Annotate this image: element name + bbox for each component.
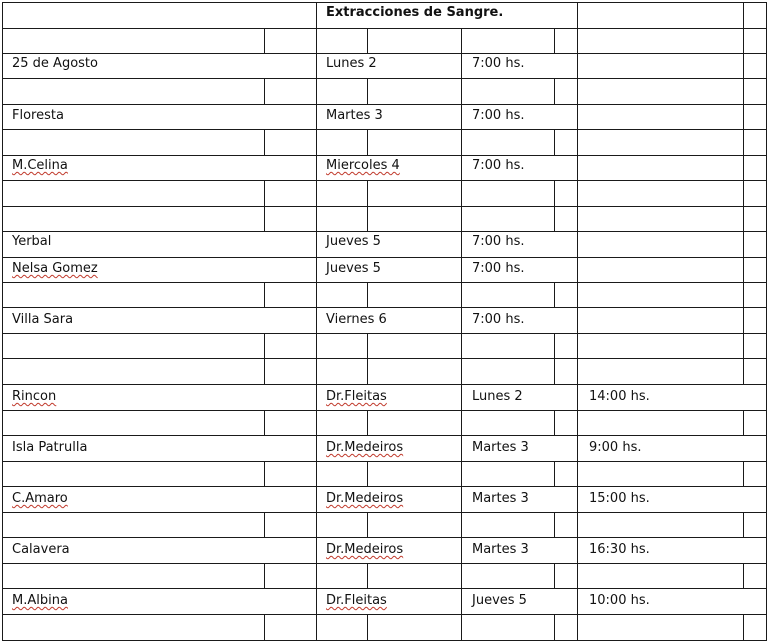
row-place: M.Albina (12, 593, 68, 608)
table-rule-vertical (577, 537, 578, 564)
table-rule-vertical (766, 307, 767, 334)
row-day: Martes 3 (326, 108, 383, 123)
table-rule-vertical (577, 435, 578, 462)
table-rule-vertical (554, 206, 555, 232)
table-rule-vertical (461, 461, 462, 487)
table-rule-vertical (367, 410, 368, 436)
row-time: 7:00 hs. (472, 261, 525, 276)
table-rule-vertical (554, 563, 555, 589)
table-rule-vertical (766, 435, 767, 462)
table-rule-vertical (461, 333, 462, 359)
table-rule-vertical (577, 384, 578, 411)
table-rule-vertical (743, 53, 744, 79)
table-rule-vertical (316, 358, 317, 385)
table-rule-vertical (743, 358, 744, 385)
table-rule-vertical (743, 614, 744, 641)
table-rule-vertical (264, 563, 265, 589)
row-day: Jueves 5 (326, 234, 381, 249)
table-rule-horizontal (2, 180, 767, 181)
table-rule-vertical (461, 231, 462, 258)
table-rule-vertical (461, 358, 462, 385)
table-rule-vertical (766, 28, 767, 54)
table-rule-vertical (461, 410, 462, 436)
row-place: Calavera (12, 542, 70, 557)
row-day: Martes 3 (472, 440, 529, 455)
table-rule-horizontal (2, 78, 767, 79)
table-rule-vertical (2, 53, 3, 79)
table-rule-vertical (766, 104, 767, 130)
table-rule-vertical (743, 257, 744, 283)
table-rule-vertical (264, 512, 265, 538)
table-rule-vertical (554, 614, 555, 641)
row-day: Lunes 2 (326, 56, 377, 71)
table-rule-horizontal (2, 282, 767, 283)
table-rule-vertical (367, 28, 368, 54)
table-rule-vertical (577, 333, 578, 359)
table-rule-vertical (577, 614, 578, 641)
table-rule-vertical (264, 614, 265, 641)
row-time: 14:00 hs. (589, 389, 650, 404)
table-rule-horizontal (2, 486, 767, 487)
table-rule-vertical (554, 358, 555, 385)
row-day: Jueves 5 (326, 261, 381, 276)
table-rule-vertical (554, 333, 555, 359)
table-rule-horizontal (2, 155, 767, 156)
table-rule-vertical (2, 435, 3, 462)
table-rule-vertical (743, 282, 744, 308)
table-rule-vertical (766, 588, 767, 615)
table-rule-vertical (316, 588, 317, 615)
table-rule-vertical (316, 180, 317, 207)
table-rule-vertical (577, 588, 578, 615)
row-doctor: Dr.Fleitas (326, 593, 387, 608)
table-rule-vertical (316, 614, 317, 641)
table-rule-vertical (577, 563, 578, 589)
table-rule-vertical (264, 282, 265, 308)
row-place: Villa Sara (12, 312, 74, 327)
table-rule-horizontal (2, 461, 767, 462)
table-rule-vertical (461, 28, 462, 54)
row-place: 25 de Agosto (12, 56, 98, 71)
table-rule-vertical (577, 358, 578, 385)
table-rule-vertical (316, 461, 317, 487)
table-rule-vertical (766, 206, 767, 232)
row-day: Viernes 6 (326, 312, 387, 327)
table-rule-vertical (316, 563, 317, 589)
table-rule-vertical (2, 78, 3, 105)
table-rule-vertical (461, 307, 462, 334)
table-rule-vertical (316, 537, 317, 564)
table-rule-vertical (316, 78, 317, 105)
table-rule-vertical (316, 282, 317, 308)
table-rule-vertical (316, 257, 317, 283)
table-rule-vertical (2, 104, 3, 130)
table-rule-vertical (554, 180, 555, 207)
table-rule-vertical (264, 333, 265, 359)
table-rule-vertical (461, 563, 462, 589)
table-rule-horizontal (2, 537, 767, 538)
table-rule-vertical (554, 282, 555, 308)
table-rule-vertical (766, 180, 767, 207)
table-rule-vertical (577, 461, 578, 487)
table-rule-vertical (264, 358, 265, 385)
row-place: Nelsa Gomez (12, 261, 98, 276)
table-rule-vertical (367, 78, 368, 105)
row-place: Rincon (12, 389, 57, 404)
table-rule-horizontal (2, 257, 767, 258)
table-rule-vertical (577, 231, 578, 258)
row-day: Miercoles 4 (326, 158, 400, 173)
table-rule-vertical (743, 563, 744, 589)
table-rule-vertical (2, 563, 3, 589)
table-rule-vertical (461, 537, 462, 564)
table-rule-horizontal (2, 588, 767, 589)
table-rule-vertical (2, 282, 3, 308)
table-rule-vertical (554, 129, 555, 156)
row-time: 7:00 hs. (472, 56, 525, 71)
table-rule-horizontal (2, 640, 767, 641)
table-rule-vertical (2, 461, 3, 487)
table-rule-vertical (367, 333, 368, 359)
row-doctor: Dr.Fleitas (326, 389, 387, 404)
table-rule-vertical (766, 358, 767, 385)
table-rule-vertical (554, 78, 555, 105)
table-rule-vertical (461, 384, 462, 411)
table-rule-vertical (577, 129, 578, 156)
table-rule-vertical (577, 512, 578, 538)
table-rule-vertical (461, 78, 462, 105)
table-rule-vertical (316, 384, 317, 411)
table-rule-vertical (743, 78, 744, 105)
table-rule-vertical (766, 155, 767, 181)
table-rule-vertical (367, 206, 368, 232)
table-rule-vertical (766, 537, 767, 564)
table-rule-vertical (316, 53, 317, 79)
table-rule-vertical (577, 2, 578, 29)
table-rule-vertical (766, 614, 767, 641)
table-rule-vertical (316, 231, 317, 258)
table-rule-vertical (743, 410, 744, 436)
table-rule-vertical (264, 206, 265, 232)
table-rule-vertical (367, 461, 368, 487)
table-rule-vertical (367, 563, 368, 589)
table-rule-vertical (743, 206, 744, 232)
table-rule-vertical (577, 486, 578, 513)
table-rule-horizontal (2, 358, 767, 359)
table-rule-vertical (577, 282, 578, 308)
table-rule-vertical (367, 614, 368, 641)
table-rule-vertical (461, 486, 462, 513)
table-rule-vertical (554, 28, 555, 54)
table-rule-vertical (766, 512, 767, 538)
table-rule-vertical (367, 358, 368, 385)
table-rule-vertical (461, 614, 462, 641)
table-rule-vertical (577, 78, 578, 105)
table-rule-vertical (316, 104, 317, 130)
table-rule-vertical (577, 104, 578, 130)
row-day: Martes 3 (472, 491, 529, 506)
table-rule-vertical (577, 28, 578, 54)
table-rule-vertical (554, 461, 555, 487)
table-rule-vertical (766, 53, 767, 79)
table-rule-vertical (577, 206, 578, 232)
table-rule-vertical (577, 180, 578, 207)
table-rule-vertical (554, 512, 555, 538)
table-rule-vertical (577, 53, 578, 79)
row-time: 7:00 hs. (472, 234, 525, 249)
table-rule-vertical (577, 410, 578, 436)
table-rule-horizontal (2, 28, 767, 29)
table-rule-vertical (743, 461, 744, 487)
table-rule-vertical (461, 282, 462, 308)
table-rule-vertical (577, 307, 578, 334)
table-rule-vertical (766, 461, 767, 487)
table-rule-vertical (766, 282, 767, 308)
table-rule-vertical (766, 486, 767, 513)
table-rule-vertical (2, 155, 3, 181)
row-time: 16:30 hs. (589, 542, 650, 557)
table-rule-vertical (577, 257, 578, 283)
table-rule-vertical (2, 537, 3, 564)
table-rule-vertical (743, 231, 744, 258)
table-rule-vertical (743, 307, 744, 334)
table-rule-vertical (264, 129, 265, 156)
table-rule-vertical (316, 307, 317, 334)
table-rule-horizontal (2, 563, 767, 564)
table-rule-vertical (2, 410, 3, 436)
table-rule-vertical (316, 333, 317, 359)
table-rule-horizontal (2, 2, 767, 3)
table-rule-vertical (367, 180, 368, 207)
table-rule-vertical (2, 129, 3, 156)
table-rule-vertical (2, 180, 3, 207)
table-rule-horizontal (2, 512, 767, 513)
table-rule-vertical (2, 333, 3, 359)
row-time: 7:00 hs. (472, 108, 525, 123)
table-rule-vertical (743, 2, 744, 29)
table-rule-vertical (367, 129, 368, 156)
table-rule-vertical (554, 410, 555, 436)
table-rule-horizontal (2, 104, 767, 105)
table-title: Extracciones de Sangre. (326, 5, 504, 20)
row-place: Isla Patrulla (12, 440, 88, 455)
table-rule-vertical (461, 512, 462, 538)
table-rule-vertical (461, 588, 462, 615)
table-rule-vertical (743, 155, 744, 181)
row-doctor: Dr.Medeiros (326, 491, 404, 506)
table-rule-vertical (461, 53, 462, 79)
table-rule-vertical (766, 129, 767, 156)
table-rule-vertical (2, 384, 3, 411)
table-rule-vertical (2, 307, 3, 334)
row-place: Floresta (12, 108, 64, 123)
table-rule-horizontal (2, 53, 767, 54)
table-rule-vertical (316, 486, 317, 513)
table-rule-horizontal (2, 307, 767, 308)
table-rule-vertical (766, 333, 767, 359)
table-rule-vertical (2, 2, 3, 29)
row-time: 10:00 hs. (589, 593, 650, 608)
table-rule-vertical (461, 104, 462, 130)
row-doctor: Dr.Medeiros (326, 542, 404, 557)
table-rule-vertical (2, 231, 3, 258)
table-rule-vertical (264, 180, 265, 207)
row-day: Martes 3 (472, 542, 529, 557)
row-time: 7:00 hs. (472, 158, 525, 173)
table-rule-vertical (367, 282, 368, 308)
table-rule-vertical (461, 435, 462, 462)
table-rule-horizontal (2, 614, 767, 615)
table-rule-horizontal (2, 384, 767, 385)
table-rule-horizontal (2, 333, 767, 334)
table-rule-vertical (367, 512, 368, 538)
table-rule-vertical (316, 512, 317, 538)
table-rule-vertical (766, 563, 767, 589)
table-rule-vertical (743, 512, 744, 538)
row-doctor: Dr.Medeiros (326, 440, 404, 455)
table-rule-vertical (461, 129, 462, 156)
table-rule-vertical (766, 257, 767, 283)
table-rule-vertical (766, 2, 767, 29)
table-rule-vertical (766, 231, 767, 258)
table-rule-vertical (2, 257, 3, 283)
table-rule-vertical (743, 333, 744, 359)
table-rule-vertical (2, 588, 3, 615)
table-rule-vertical (461, 206, 462, 232)
table-rule-vertical (461, 257, 462, 283)
table-rule-vertical (264, 410, 265, 436)
table-rule-vertical (316, 28, 317, 54)
table-rule-vertical (743, 28, 744, 54)
table-rule-vertical (316, 435, 317, 462)
row-time: 15:00 hs. (589, 491, 650, 506)
table-rule-horizontal (2, 206, 767, 207)
row-time: 7:00 hs. (472, 312, 525, 327)
table-rule-horizontal (2, 231, 767, 232)
row-day: Lunes 2 (472, 389, 523, 404)
table-rule-vertical (743, 104, 744, 130)
table-rule-vertical (2, 358, 3, 385)
table-rule-horizontal (2, 435, 767, 436)
table-rule-vertical (461, 180, 462, 207)
table-rule-horizontal (2, 410, 767, 411)
table-rule-vertical (316, 129, 317, 156)
table-rule-vertical (316, 155, 317, 181)
row-time: 9:00 hs. (589, 440, 642, 455)
row-place: M.Celina (12, 158, 68, 173)
table-rule-vertical (316, 206, 317, 232)
table-rule-vertical (316, 2, 317, 29)
row-day: Jueves 5 (472, 593, 527, 608)
table-rule-vertical (766, 78, 767, 105)
table-rule-vertical (2, 486, 3, 513)
table-rule-vertical (766, 384, 767, 411)
table-rule-vertical (766, 410, 767, 436)
table-rule-horizontal (2, 129, 767, 130)
row-place: C.Amaro (12, 491, 68, 506)
row-place: Yerbal (12, 234, 52, 249)
table-rule-vertical (264, 78, 265, 105)
table-rule-vertical (264, 461, 265, 487)
table-rule-vertical (264, 28, 265, 54)
table-rule-vertical (577, 155, 578, 181)
table-rule-vertical (743, 129, 744, 156)
table-rule-vertical (461, 155, 462, 181)
table-rule-vertical (743, 180, 744, 207)
table-rule-vertical (316, 410, 317, 436)
table-rule-vertical (2, 206, 3, 232)
table-rule-vertical (2, 512, 3, 538)
table-rule-vertical (2, 614, 3, 641)
table-rule-vertical (2, 28, 3, 54)
